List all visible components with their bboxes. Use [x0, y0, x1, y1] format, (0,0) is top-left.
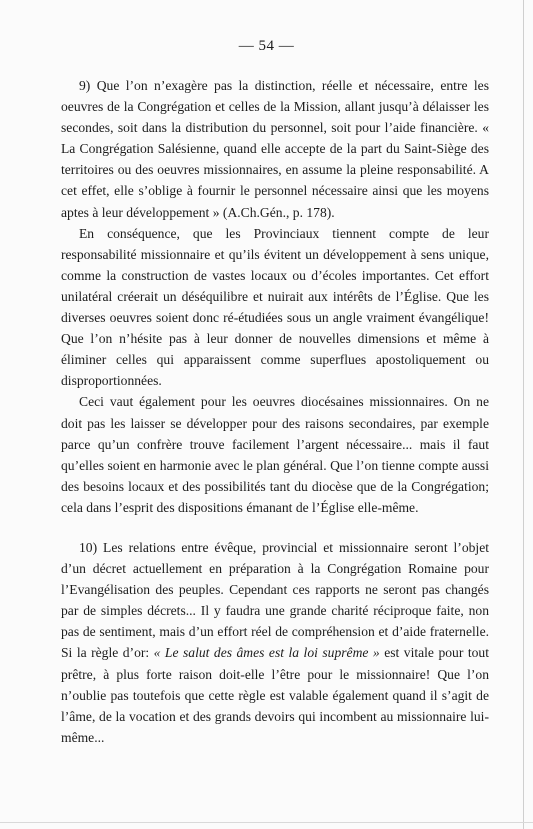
paragraph-consequence	[61, 223, 489, 392]
paragraph-point-10	[61, 537, 489, 748]
text-run: En conséquence, que les Provinciaux tiennent compte de leur responsabilité missionnaire et qu’ils évitent un développement à sens unique, comme la construction de vastes locaux ou d’écoles importantes. Cet effort unilatéral créerait un déséquilibre et nuirait aux intérêts de l’Église. Que les diverses oeuvres soient donc ré-étudiées sous un angle vraiment évangélique! Que l’on n’hésite pas à leur donner de nouvelles dimensions et même à éliminer celles qui apparaissent comme superflues apostoliquement ou disproportionnées.	[61, 225, 489, 389]
text-run: 9) Que l’on n’exagère pas la distinction, réelle et nécessaire, entre les oeuvres de la Congrégation et celles de la Mission, allant jusqu’à délaisser les secondes, soit dans la distribution du personnel, soit pour l’aide financière. « La Congrégation Salésienne, quand elle accepte de la part du Saint-Siège des territoires ou des oeuvres missionnaires, en assume la pleine responsabilité. A cet effet, elle s’oblige à fournir le personnel nécessaire ainsi que les moyens aptes à leur développement » (A.Ch.Gén., p. 178).	[61, 78, 489, 220]
page-edge-right	[523, 0, 524, 829]
paragraph-point-9	[61, 75, 489, 223]
body-text	[61, 75, 489, 748]
page-number: — 54 —	[238, 38, 295, 54]
page-edge-bottom	[0, 822, 533, 823]
text-run: Ceci vaut également pour les oeuvres diocésaines missionnaires. On ne doit pas les laisser se développer pour des raisons secondaires, par exemple parce qu’un confrère trouve facilement l’argent nécessaire... mais il faut qu’elles soient en harmonie avec le plan général. Que l’on tienne compte aussi des besoins locaux et des possibilités tant du diocèse que de la Congrégation; cela dans l’esprit des dispositions émanant de l’Église elle-même.	[61, 394, 489, 515]
paragraph-diocesan-works	[61, 391, 489, 518]
text-run: 10) Les relations entre évêque, provincial et missionnaire seront l’objet d’un décret actuellement en préparation à la Congrégation Romaine pour l’Evangélisation des peuples. Cependant ces rapports ne seront pas changés par de simples décrets... Il y faudra une grande charité réciproque faite, non pas de sentiment, mais d’un effort réel de compréhension et d’aide fraternelle. Si la règle d’or:	[61, 539, 489, 661]
text-run: est vitale pour tout prêtre, à plus forte raison doit-elle l’être pour le missionnaire! Que l’on n’oublie pas toutefois que cette règle est valable également quand il s’agit de l’âme, de la vocation et des grands devoirs qui incombent au missionnaire lui-même...	[61, 645, 489, 745]
italic-quote: « Le salut des âmes est la loi suprême »	[153, 645, 380, 661]
